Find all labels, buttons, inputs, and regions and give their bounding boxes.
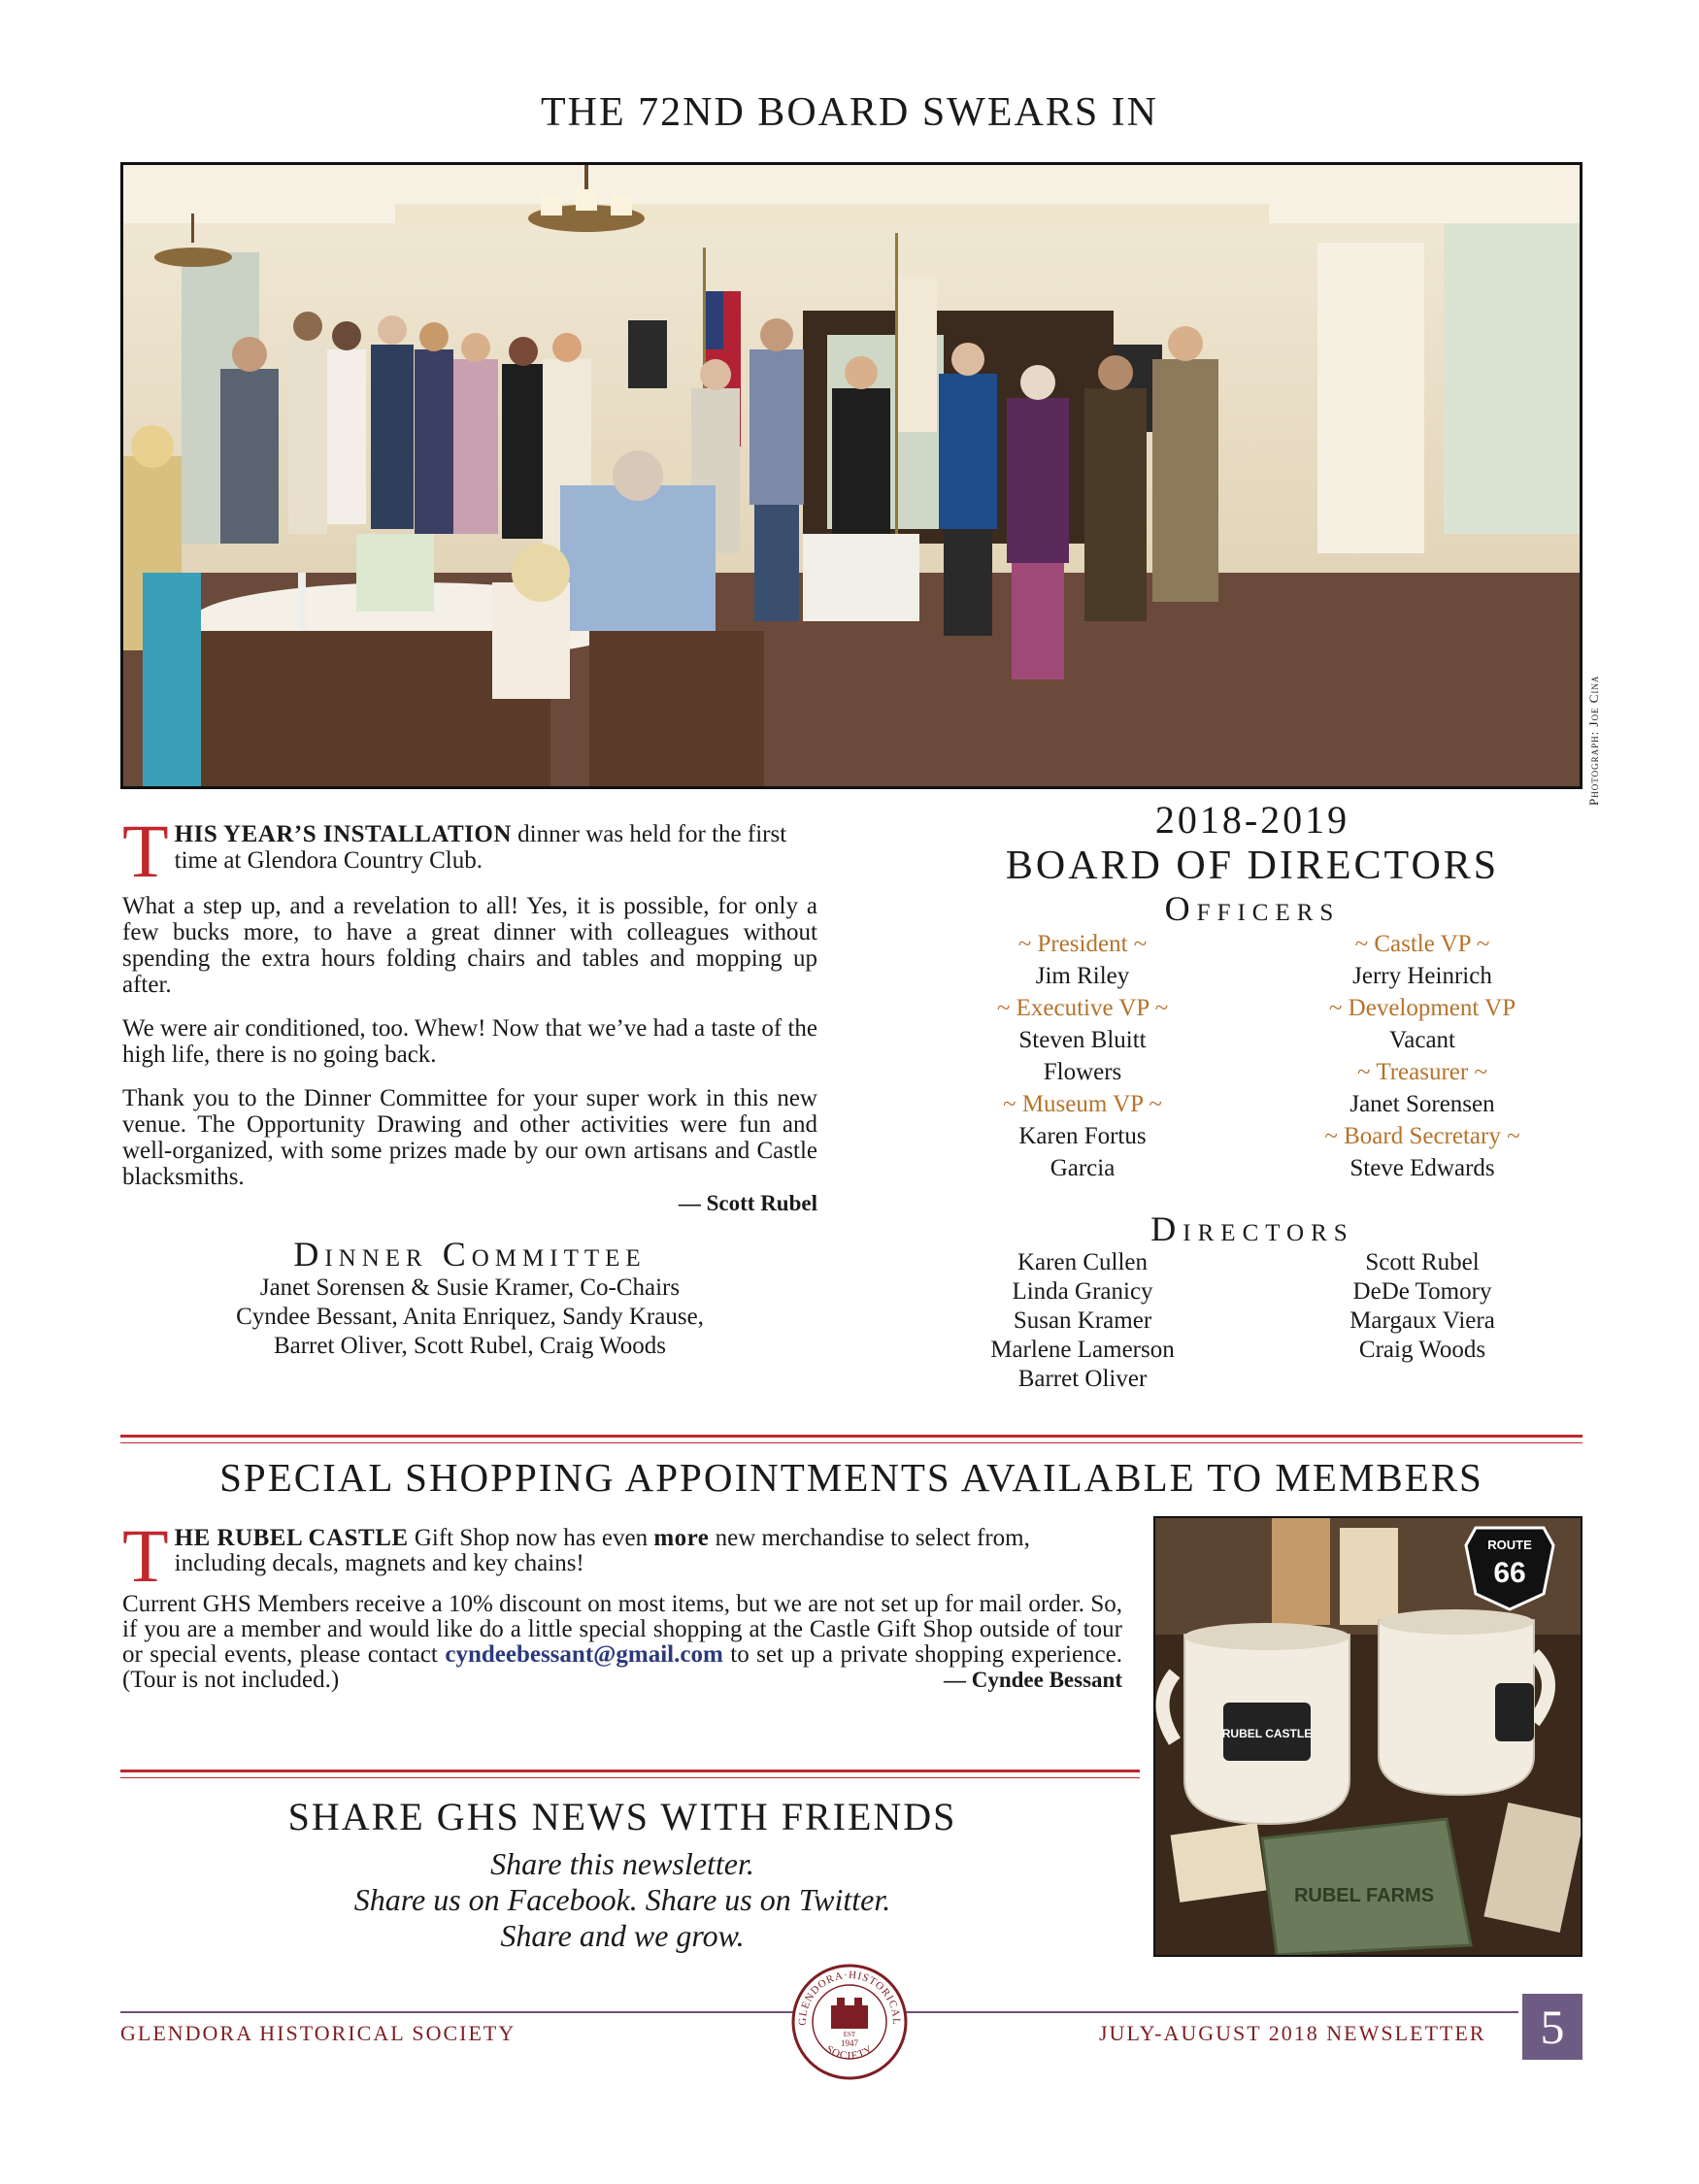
dinner-committee-list bbox=[122, 1274, 817, 1361]
article-paragraph-3: Thank you to the Dinner Committee for your super work in this new venue. The Opportunity Drawing and other activities were fun and well-organized, with some prizes made by our own artisans and Castle blacksmiths. bbox=[122, 1085, 817, 1190]
photo-credit: Photograph: Joe Cina bbox=[1586, 675, 1601, 806]
director-name: Karen Cullen bbox=[1017, 1249, 1148, 1275]
installation-article bbox=[122, 809, 818, 1361]
officers-right-column bbox=[1252, 928, 1592, 1184]
officer-role: ~ Treasurer ~ bbox=[1357, 1059, 1487, 1085]
officer-name: Flowers bbox=[1043, 1059, 1122, 1085]
seal-year: 1947 bbox=[841, 2038, 858, 2048]
officer-name: Garcia bbox=[1049, 1155, 1116, 1181]
article-paragraph-1: What a step up, and a revelation to all! Yes, it is possible, for only a few bucks more, to have a great dinner with colleagues without spending the extra hours folding chairs and tables and mopping up after. bbox=[122, 893, 817, 998]
officer-name: Janet Sorensen bbox=[1349, 1091, 1495, 1117]
divider-rule bbox=[120, 1777, 1140, 1778]
director-name: Craig Woods bbox=[1358, 1337, 1486, 1363]
board-year: 2018-2019 bbox=[1154, 798, 1350, 842]
lede-text: dinner was held for the first time at Glendora Country Club. bbox=[174, 821, 787, 874]
committee-line: Cyndee Bessant, Anita Enriquez, Sandy Krause, bbox=[236, 1304, 704, 1330]
directors-grid bbox=[913, 1248, 1592, 1394]
director-name: Marlene Lamerson bbox=[990, 1337, 1175, 1363]
directors-heading: Directors bbox=[1150, 1209, 1354, 1248]
officer-role: ~ President ~ bbox=[1017, 931, 1148, 957]
director-name: Scott Rubel bbox=[1365, 1249, 1480, 1275]
board-title: BOARD OF DIRECTORS bbox=[1005, 844, 1500, 888]
officer-role: ~ Executive VP ~ bbox=[996, 995, 1169, 1021]
divider-rule bbox=[120, 1770, 1140, 1772]
page-number: 5 bbox=[1522, 1994, 1582, 2060]
officer-role: ~ Development VP bbox=[1328, 995, 1516, 1021]
committee-line: Barret Oliver, Scott Rubel, Craig Woods bbox=[273, 1333, 667, 1359]
director-name: DeDe Tomory bbox=[1352, 1278, 1492, 1305]
page-headline: THE 72ND BOARD SWEARS IN bbox=[541, 90, 1158, 135]
shopping-heading: SPECIAL SHOPPING APPOINTMENTS AVAILABLE TO MEMBERS bbox=[219, 1455, 1483, 1500]
officer-name: Jim Riley bbox=[1035, 963, 1130, 989]
lede-bold: HIS YEAR’S INSTALLATION bbox=[174, 821, 512, 847]
lede-text: new merchandise to select from, including decals, magnets and key chains! bbox=[174, 1525, 1030, 1576]
divider-rule bbox=[120, 1435, 1582, 1438]
email-link[interactable]: cyndeebessant@gmail.com bbox=[445, 1641, 723, 1668]
officers-left-column bbox=[913, 928, 1252, 1184]
officer-name: Jerry Heinrich bbox=[1352, 963, 1492, 989]
dinner-committee-heading: Dinner Committee bbox=[293, 1235, 647, 1274]
route-sign-number: 66 bbox=[1493, 1557, 1526, 1589]
shopping-article bbox=[122, 1513, 1122, 1693]
seal-top-text: GLENDORA·HISTORICAL bbox=[796, 1969, 903, 2026]
share-heading: SHARE GHS NEWS WITH FRIENDS bbox=[287, 1795, 957, 1838]
officer-role: ~ Castle VP ~ bbox=[1354, 931, 1490, 957]
officer-name: Steven Bluitt bbox=[1018, 1027, 1147, 1053]
director-name: Linda Granicy bbox=[1012, 1278, 1153, 1305]
gift-shop-photo bbox=[1153, 1516, 1582, 1957]
article-lede bbox=[122, 809, 817, 893]
shopping-text: Current GHS Members receive a 10% discount on most items, but we are not set up for mail order. So, if you are a member and would like do a little special shopping at the Castle Gift Shop outside of tour or special events, please contact bbox=[122, 1591, 1122, 1668]
officer-name: Steve Edwards bbox=[1349, 1155, 1495, 1181]
shopping-lede bbox=[122, 1513, 1122, 1598]
directors-left-column bbox=[913, 1248, 1252, 1394]
officer-role: ~ Museum VP ~ bbox=[1003, 1091, 1162, 1117]
director-name: Susan Kramer bbox=[1013, 1307, 1152, 1334]
article-signature: — Scott Rubel bbox=[678, 1191, 817, 1215]
officers-grid bbox=[913, 928, 1592, 1184]
share-line: Share this newsletter. bbox=[490, 1846, 754, 1881]
director-name: Barret Oliver bbox=[1017, 1366, 1148, 1392]
seal-est: EST bbox=[843, 2031, 856, 2038]
shopping-signature: — Cyndee Bessant bbox=[943, 1668, 1122, 1692]
officer-name: Karen Fortus bbox=[1018, 1123, 1147, 1149]
share-line: Share us on Facebook. Share us on Twitter. bbox=[353, 1882, 891, 1917]
officer-role: ~ Board Secretary ~ bbox=[1324, 1123, 1520, 1149]
seal-bottom-text: SOCIETY bbox=[823, 2043, 876, 2063]
society-seal-icon bbox=[788, 1961, 911, 2083]
route-sign-label: ROUTE bbox=[1487, 1538, 1532, 1552]
divider-rule bbox=[120, 1442, 1582, 1443]
share-lines bbox=[122, 1846, 1122, 1954]
shopping-text: to set up a private shopping experience. (Tour is not included.) bbox=[122, 1641, 1122, 1693]
committee-line: Janet Sorensen & Susie Kramer, Co-Chairs bbox=[259, 1274, 681, 1301]
officer-name: Vacant bbox=[1388, 1027, 1456, 1053]
dropcap: T bbox=[122, 1513, 169, 1598]
lede-text: Gift Shop now has even bbox=[408, 1525, 654, 1551]
director-name: Margaux Viera bbox=[1349, 1307, 1495, 1334]
directors-right-column bbox=[1252, 1248, 1592, 1394]
seal-graphic bbox=[788, 1961, 911, 2083]
share-line: Share and we grow. bbox=[500, 1918, 745, 1953]
dropcap: T bbox=[122, 809, 169, 893]
footer-issue: JULY-AUGUST 2018 NEWSLETTER bbox=[1099, 2021, 1486, 2045]
officers-heading: Officers bbox=[1164, 889, 1341, 928]
lede-bold: HE RUBEL CASTLE bbox=[174, 1525, 409, 1551]
lede-emphasis: more bbox=[653, 1525, 710, 1551]
mug-logo-text: RUBEL CASTLE bbox=[1221, 1727, 1313, 1740]
swearing-in-illustration bbox=[123, 165, 1580, 786]
article-paragraph-2: We were air conditioned, too. Whew! Now that we’ve had a taste of the high life, there is no going back. bbox=[122, 1015, 818, 1068]
board-of-directors bbox=[913, 798, 1592, 1394]
tile-logo-text: RUBEL FARMS bbox=[1293, 1885, 1435, 1906]
footer-society-name: GLENDORA HISTORICAL SOCIETY bbox=[120, 2021, 516, 2045]
mugs-illustration bbox=[1155, 1518, 1582, 1955]
swearing-in-photo bbox=[120, 162, 1582, 789]
